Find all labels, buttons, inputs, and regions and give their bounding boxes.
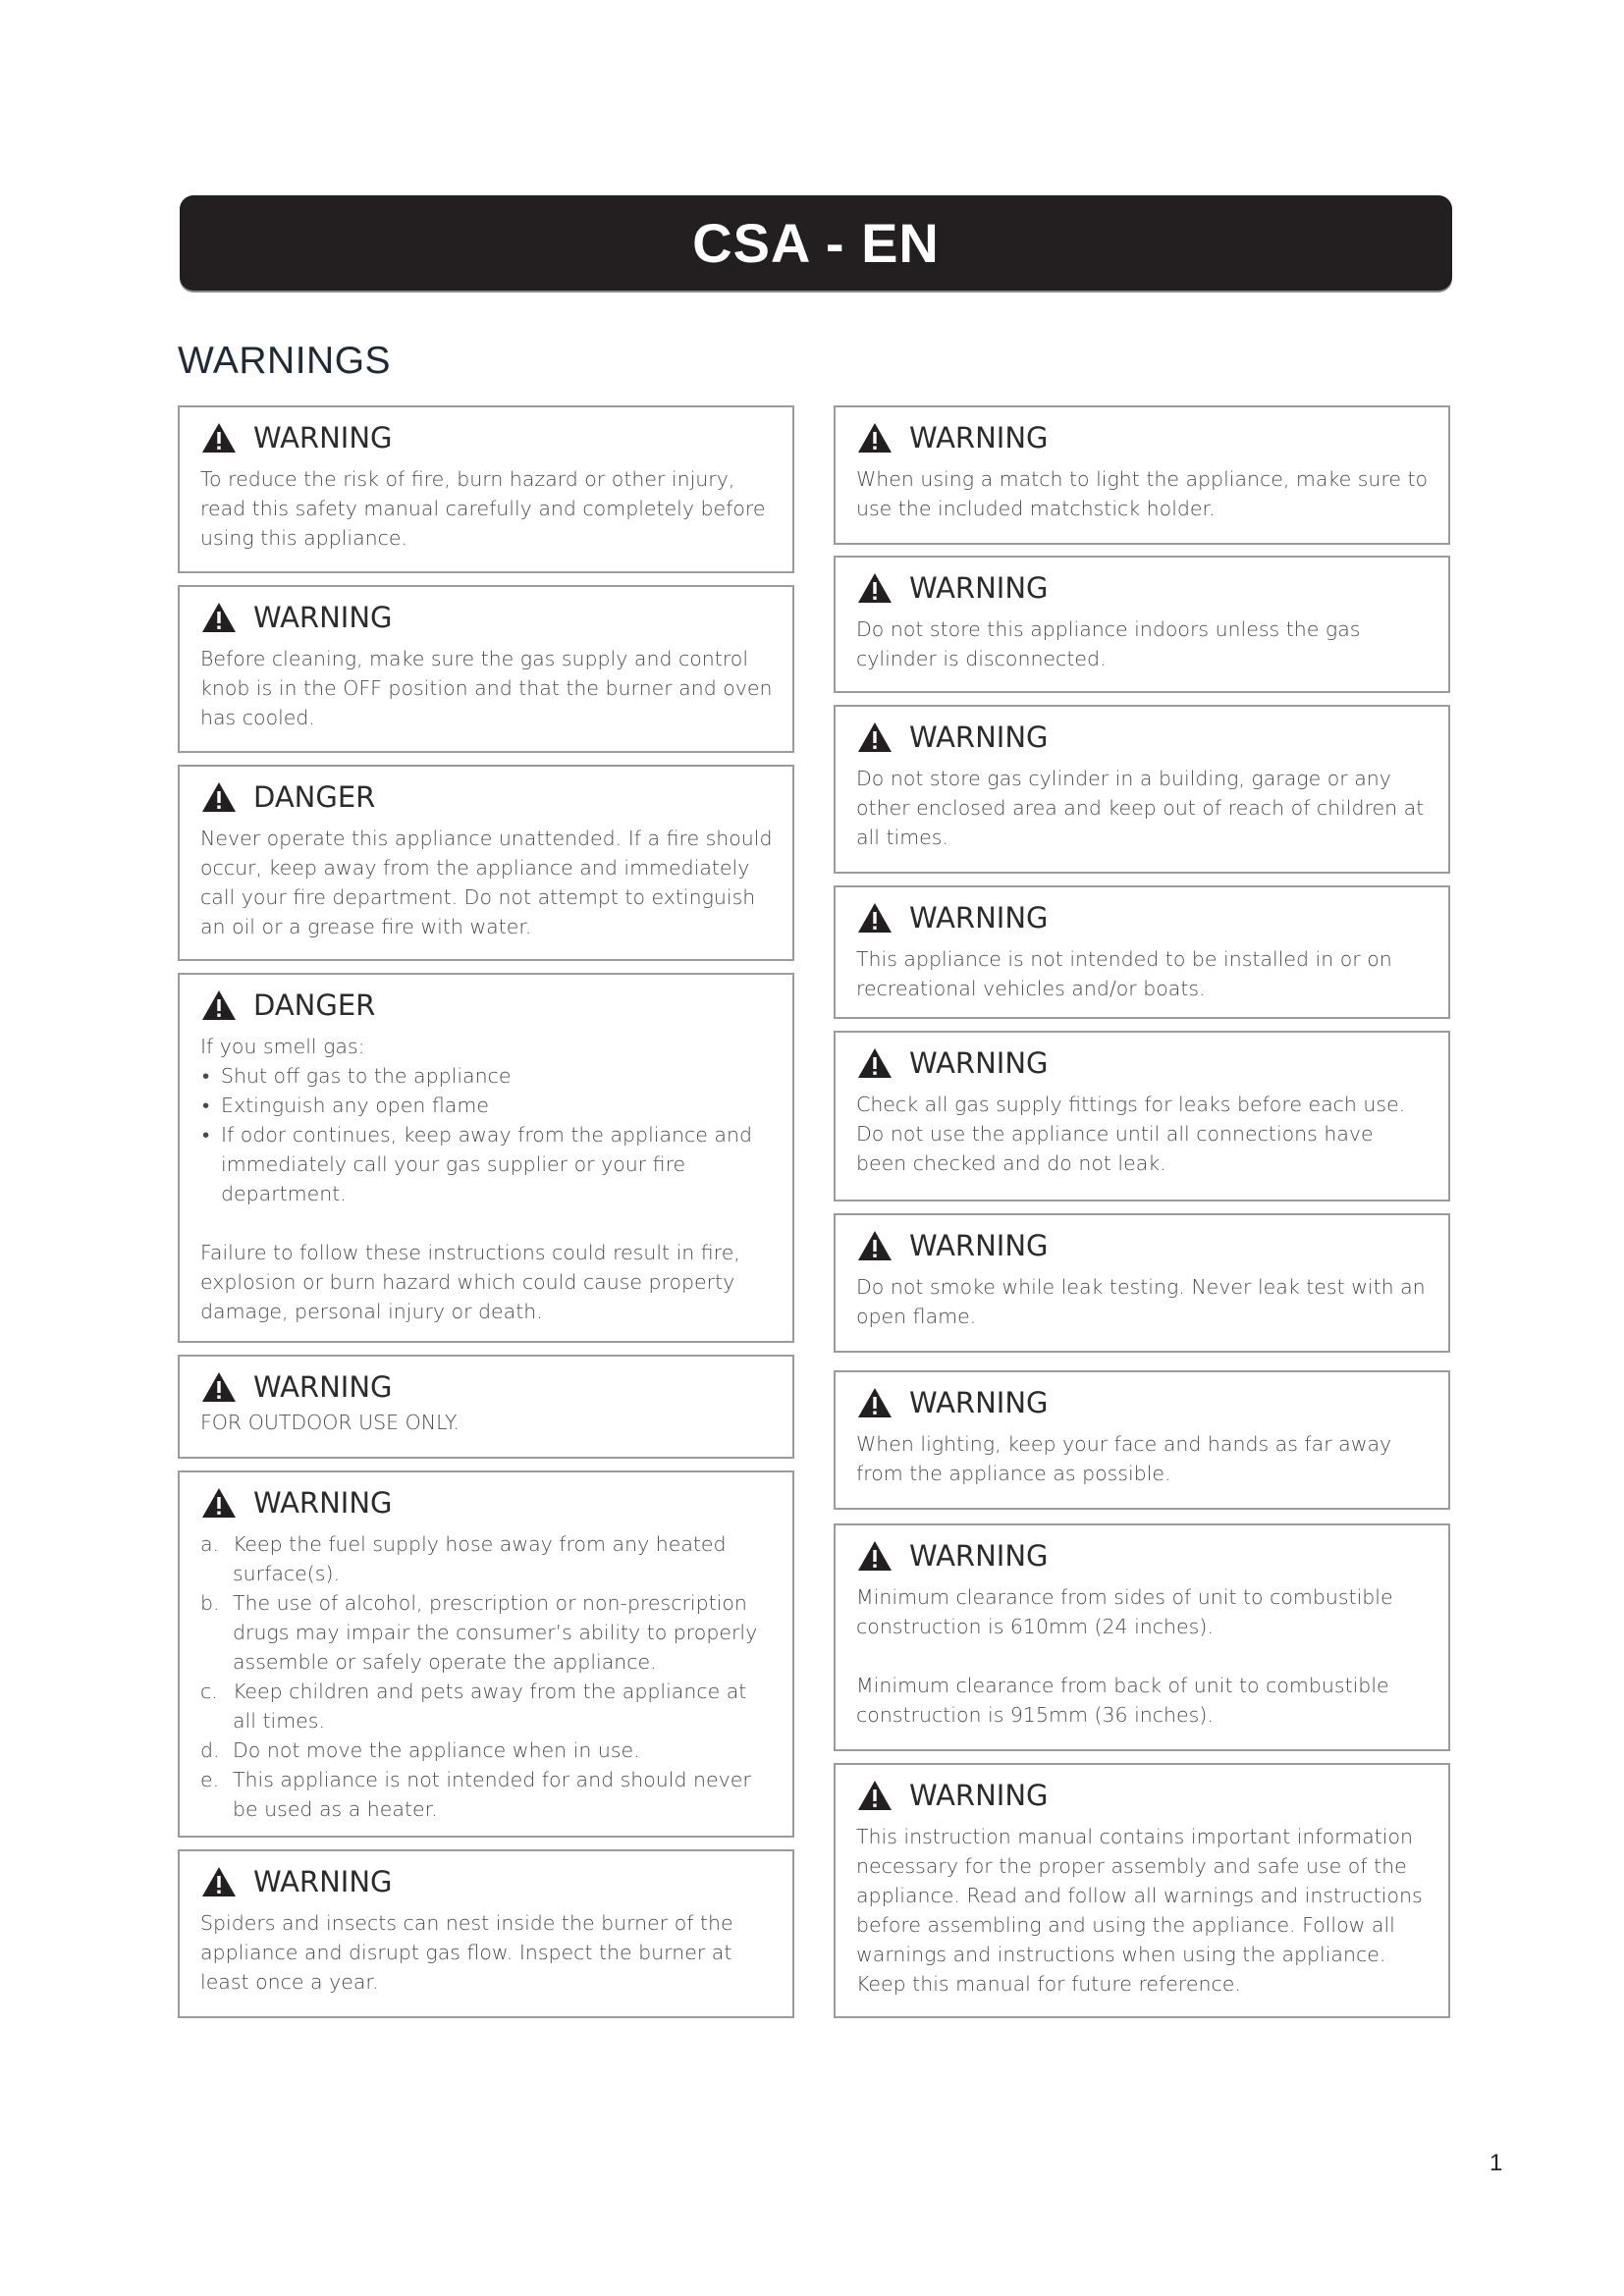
box-text-2: Minimum clearance from back of unit to combustible construction is 915mm (36 inches). bbox=[856, 1674, 1389, 1727]
box-heading: DANGER bbox=[253, 988, 376, 1022]
page-title: WARNINGS bbox=[178, 340, 392, 382]
list-item: • If odor continues, keep away from the appliance and immediately call your gas supplier or your fire department. bbox=[200, 1120, 773, 1208]
warning-box bbox=[834, 556, 1450, 693]
warning-box bbox=[178, 1470, 794, 1838]
list-item: c. Keep children and pets away from the appliance at all times. bbox=[200, 1680, 747, 1733]
box-heading: WARNING bbox=[909, 1229, 1049, 1262]
warning-triangle-icon bbox=[856, 1229, 893, 1262]
box-text: This instruction manual contains important information necessary for the proper assembly and safe use of the appliance. Read and follow all warnings and instructions before assembling and using the appliance. Follow all warnings and instructions when using the appliance. Keep this manual for future reference. bbox=[856, 1825, 1423, 1996]
warning-triangle-icon bbox=[856, 901, 893, 934]
box-intro: If you smell gas: bbox=[200, 1035, 365, 1058]
box-text: Before cleaning, make sure the gas supply and control knob is in the OFF position and that the burner and oven has cooled. bbox=[200, 647, 773, 729]
warning-triangle-icon bbox=[200, 1370, 238, 1404]
warning-box bbox=[834, 1370, 1450, 1510]
box-text: Spiders and insects can nest inside the burner of the appliance and disrupt gas flow. Inspect the burner at least once a year. bbox=[200, 1911, 733, 1994]
warning-triangle-icon bbox=[200, 780, 238, 814]
box-heading: WARNING bbox=[909, 1539, 1049, 1573]
warning-box bbox=[834, 405, 1450, 545]
box-heading: WARNING bbox=[909, 1386, 1049, 1419]
box-text: Never operate this appliance unattended. If a fire should occur, keep away from the appliance and immediately call your fire department. Do not attempt to extinguish an oil or a grease fire with water. bbox=[200, 827, 773, 938]
warning-triangle-icon bbox=[856, 421, 893, 454]
box-text: When lighting, keep your face and hands as far away from the appliance as possible. bbox=[856, 1432, 1392, 1485]
box-heading: WARNING bbox=[909, 571, 1049, 605]
box-footer-text: Failure to follow these instructions could result in fire, explosion or burn hazard which could cause property damage, personal injury or death. bbox=[200, 1241, 740, 1323]
box-heading: WARNING bbox=[253, 601, 393, 634]
box-text: Check all gas supply fittings for leaks before each use. Do not use the appliance until all connections have been checked and do not leak. bbox=[856, 1093, 1406, 1175]
warning-box bbox=[178, 1355, 794, 1459]
section-banner: CSA - EN bbox=[180, 195, 1452, 291]
danger-box bbox=[178, 765, 794, 961]
danger-box bbox=[178, 973, 794, 1343]
box-heading: WARNING bbox=[253, 1865, 393, 1898]
box-text: This appliance is not intended to be installed in or on recreational vehicles and/or boats. bbox=[856, 947, 1392, 1000]
warning-triangle-icon bbox=[200, 988, 238, 1022]
warning-box bbox=[178, 405, 794, 573]
box-text: FOR OUTDOOR USE ONLY. bbox=[200, 1411, 460, 1434]
box-heading: WARNING bbox=[909, 721, 1049, 754]
list-item: • Shut off gas to the appliance bbox=[200, 1061, 773, 1091]
box-heading: WARNING bbox=[909, 421, 1049, 454]
warning-triangle-icon bbox=[200, 421, 238, 454]
warning-triangle-icon bbox=[200, 1486, 238, 1520]
warning-box bbox=[834, 705, 1450, 874]
warning-box bbox=[834, 1763, 1450, 2018]
box-heading: WARNING bbox=[253, 421, 393, 454]
box-text: To reduce the risk of fire, burn hazard or other injury, read this safety manual carefully and completely before using this appliance. bbox=[200, 467, 766, 550]
warning-triangle-icon bbox=[856, 1539, 893, 1573]
box-heading: WARNING bbox=[253, 1370, 393, 1404]
warning-box bbox=[178, 1849, 794, 2018]
box-heading: DANGER bbox=[253, 780, 376, 814]
box-text: Minimum clearance from sides of unit to combustible construction is 610mm (24 inches). bbox=[856, 1585, 1393, 1638]
box-text: Do not store this appliance indoors unless the gas cylinder is disconnected. bbox=[856, 617, 1361, 670]
warning-box bbox=[834, 885, 1450, 1019]
box-text: Do not store gas cylinder in a building, garage or any other enclosed area and keep out of reach of children at all times. bbox=[856, 767, 1425, 849]
warning-triangle-icon bbox=[856, 1046, 893, 1080]
list-item: e. This appliance is not intended for and should never be used as a heater. bbox=[200, 1768, 751, 1821]
warning-triangle-icon bbox=[200, 601, 238, 634]
warning-triangle-icon bbox=[856, 1386, 893, 1419]
box-heading: WARNING bbox=[909, 1046, 1049, 1080]
warning-box bbox=[834, 1031, 1450, 1201]
list-item: d. Do not move the appliance when in use. bbox=[200, 1738, 640, 1762]
warning-box bbox=[178, 585, 794, 753]
box-heading: WARNING bbox=[909, 1779, 1049, 1812]
box-text: When using a match to light the appliance, make sure to use the included matchstick holder. bbox=[856, 467, 1429, 520]
page-number: 1 bbox=[1489, 2150, 1503, 2176]
box-text: Do not smoke while leak testing. Never leak test with an open flame. bbox=[856, 1275, 1426, 1328]
list-item: a. Keep the fuel supply hose away from any heated surface(s). bbox=[200, 1532, 727, 1585]
list-item: b. The use of alcohol, prescription or non-prescription drugs may impair the consumer’s ability to properly assemble or safely operate the appliance. bbox=[200, 1591, 758, 1674]
warning-triangle-icon bbox=[856, 721, 893, 754]
box-heading: WARNING bbox=[253, 1486, 393, 1520]
warning-box bbox=[834, 1213, 1450, 1353]
lettered-list bbox=[200, 1529, 773, 1824]
warning-triangle-icon bbox=[200, 1865, 238, 1898]
warning-box bbox=[834, 1523, 1450, 1751]
list-item: • Extinguish any open flame bbox=[200, 1091, 773, 1120]
bullet-list bbox=[200, 1061, 773, 1208]
warning-triangle-icon bbox=[856, 1779, 893, 1812]
warning-triangle-icon bbox=[856, 571, 893, 605]
box-heading: WARNING bbox=[909, 901, 1049, 934]
